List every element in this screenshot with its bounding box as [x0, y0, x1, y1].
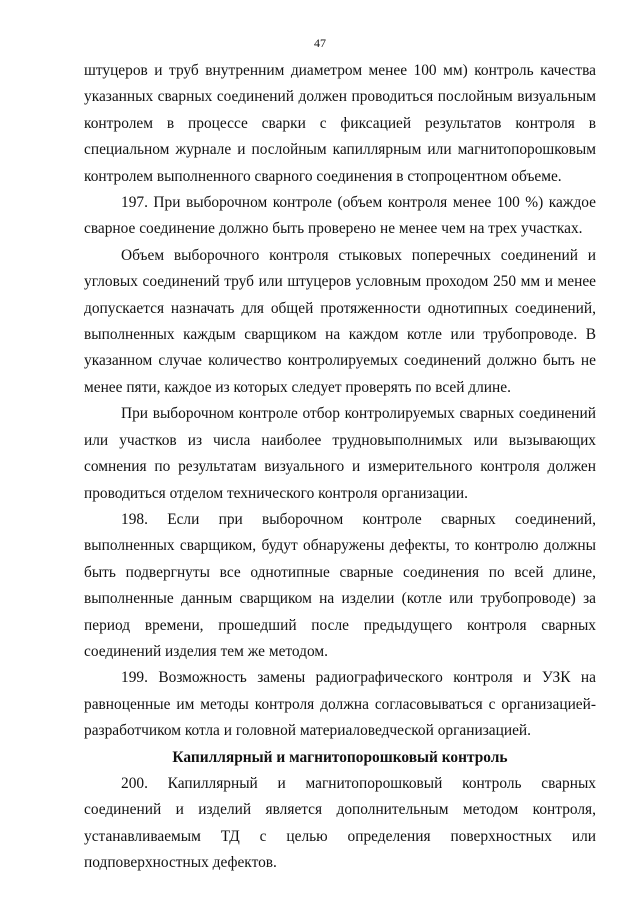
- paragraph-sampling-volume: Объем выборочного контроля стыковых поперечных соединений и угловых соединений труб или штуцеров условным проходом 250 мм и менее допускается назначать для общей протяженности однотипных соединений, выполненных каждым сварщиком на каждом котле или трубопроводе. В указанном случае количество контролируемых соединений должно быть не менее пяти, каждое из которых следует проверять по всей длине.: [84, 246, 596, 396]
- paragraph-199: 199. Возможность замены радиографического контроля и УЗК на равноценные им методы контроля должна согласовываться с организацией-разработчиком котла и головной материаловедческой организацией.: [84, 669, 596, 740]
- paragraph-200: 200. Капиллярный и магнитопорошковый контроль сварных соединений и изделий является дополнительным методом контроля, устанавливаемым ТД с целью определения поверхностных или подповерхностных дефектов.: [84, 774, 596, 872]
- section-heading: Капиллярный и магнитопорошковый контроль: [172, 748, 508, 766]
- document-body: [84, 58, 596, 877]
- paragraph-continuation: штуцеров и труб внутренним диаметром менее 100 мм) контроль качества указанных сварных соединений должен проводиться послойным визуальным контролем в процессе сварки с фиксацией результатов контроля в специальном журнале и послойным капиллярным или магнитопорошковым контролем выполненного сварного соединения в стопроцентном объеме.: [84, 62, 596, 185]
- paragraph-198: 198. Если при выборочном контроле сварных соединений, выполненных сварщиком, будут обнаружены дефекты, то контролю должны быть подвергнуты все однотипные сварные соединения по всей длине, выполненные данным сварщиком на изделии (котле или трубопроводе) за период времени, прошедший после предыдущего контроля сварных соединений изделия тем же методом.: [84, 510, 596, 660]
- paragraph-sample-selection: При выборочном контроле отбор контролируемых сварных соединений или участков из числа наиболее трудновыполнимых или вызывающих сомнения по результатам визуального и измерительного контроля должен проводиться отделом технического контроля организации.: [84, 405, 596, 502]
- page-number: 47: [314, 36, 326, 50]
- paragraph-197: 197. При выборочном контроле (объем контроля менее 100 %) каждое сварное соединение должно быть проверено не менее чем на трех участках.: [84, 194, 596, 238]
